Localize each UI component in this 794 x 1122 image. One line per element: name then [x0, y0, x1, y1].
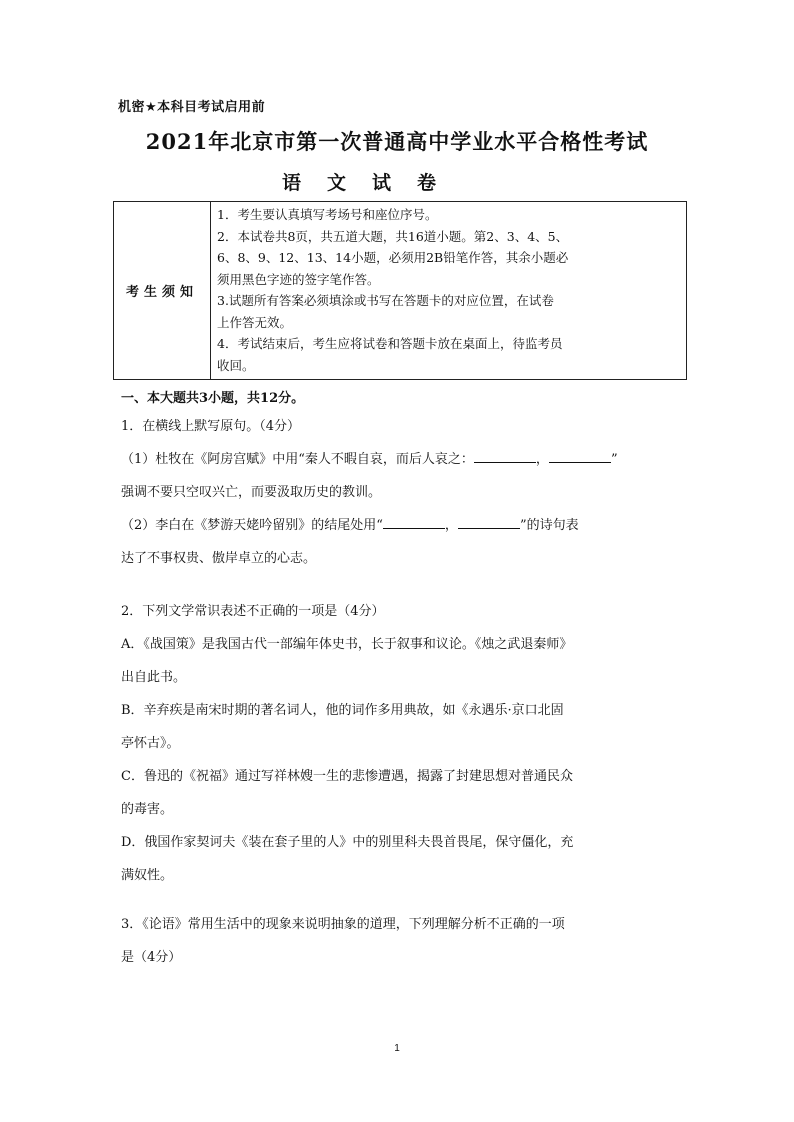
option-d: D．俄国作家契诃夫《装在套子里的人》中的别里科夫畏首畏尾，保守僵化，充: [121, 835, 574, 850]
question-text: （2）李白在《梦游天姥吟留别》的结尾处用“: [121, 518, 383, 533]
notice-label: 考生须知: [114, 202, 211, 380]
closing-quote: ”: [610, 452, 618, 467]
question-1: [121, 410, 687, 575]
notice-line: 3.试题所有答案必须填涂或书写在答题卡的对应位置，在试卷: [217, 293, 554, 308]
confidential-label: 机密★本科目考试启用前: [118, 100, 266, 115]
question-1-stem: 1．在横线上默写原句。（4分）: [121, 419, 301, 434]
question-3: [121, 908, 687, 974]
option-b: B．辛弃疾是南宋时期的著名词人，他的词作多用典故，如《永遇乐·京口北固: [121, 703, 564, 718]
exam-title: 2021年北京市第一次普通高中学业水平合格性考试: [145, 129, 649, 154]
question-1-part-2: [121, 509, 687, 542]
notice-body: [211, 202, 687, 380]
page-number: 1: [394, 1043, 400, 1054]
notice-line: 2．本试卷共8页，共五道大题，共16道小题。第2、3、4、5、: [217, 228, 569, 244]
option-b-cont: 亭怀古》。: [121, 736, 180, 751]
question-1-part-2-cont: 达了不事权贵、傲岸卓立的心志。: [121, 551, 317, 566]
exam-subtitle: 语文试卷: [282, 172, 463, 194]
answer-blank[interactable]: [549, 449, 611, 463]
notice-line: 4．考试结束后，考生应将试卷和答题卡放在桌面上，待监考员: [217, 336, 563, 351]
question-3-stem: 3．《论语》常用生活中的现象来说明抽象的道理，下列理解分析不正确的一项: [121, 917, 565, 932]
separator: ，: [535, 452, 549, 467]
option-a-cont: 出自此书。: [121, 670, 187, 685]
question-3-stem-cont: 是（4分）: [121, 950, 182, 965]
question-text: （1）杜牧在《阿房宫赋》中用“秦人不暇自哀，而后人哀之：: [121, 452, 474, 467]
question-text: ”的诗句表: [519, 518, 579, 533]
notice-line: 上作答无效。: [217, 314, 293, 330]
question-1-part-1: [121, 443, 687, 476]
option-c-cont: 的毒害。: [121, 802, 174, 817]
separator: ，: [444, 518, 458, 533]
notice-line: 6、8、9、12、13、14小题，必须用2B铅笔作答，其余小题必: [217, 250, 569, 265]
answer-blank[interactable]: [474, 449, 536, 463]
candidate-notice-table: [113, 201, 687, 380]
notice-line: 1．考生要认真填写考场号和座位序号。: [217, 207, 438, 222]
answer-blank[interactable]: [383, 515, 445, 529]
option-c: C．鲁迅的《祝福》通过写祥林嫂一生的悲惨遭遇，揭露了封建思想对普通民众: [121, 769, 573, 784]
answer-blank[interactable]: [458, 515, 520, 529]
option-d-cont: 满奴性。: [121, 868, 174, 883]
notice-line: 须用黑色字迹的签字笔作答。: [217, 271, 380, 287]
section-heading: 一、本大题共3小题，共12分。: [121, 391, 305, 406]
option-a: A．《战国策》是我国古代一部编年体史书，长于叙事和议论。《烛之武退秦师》: [121, 637, 573, 652]
question-1-part-1-cont: 强调不要只空叹兴亡，而要汲取历史的教训。: [121, 485, 382, 500]
notice-line: 收回。: [217, 357, 255, 373]
question-2: [121, 595, 687, 892]
question-2-stem: 2．下列文学常识表述不正确的一项是（4分）: [121, 604, 385, 619]
